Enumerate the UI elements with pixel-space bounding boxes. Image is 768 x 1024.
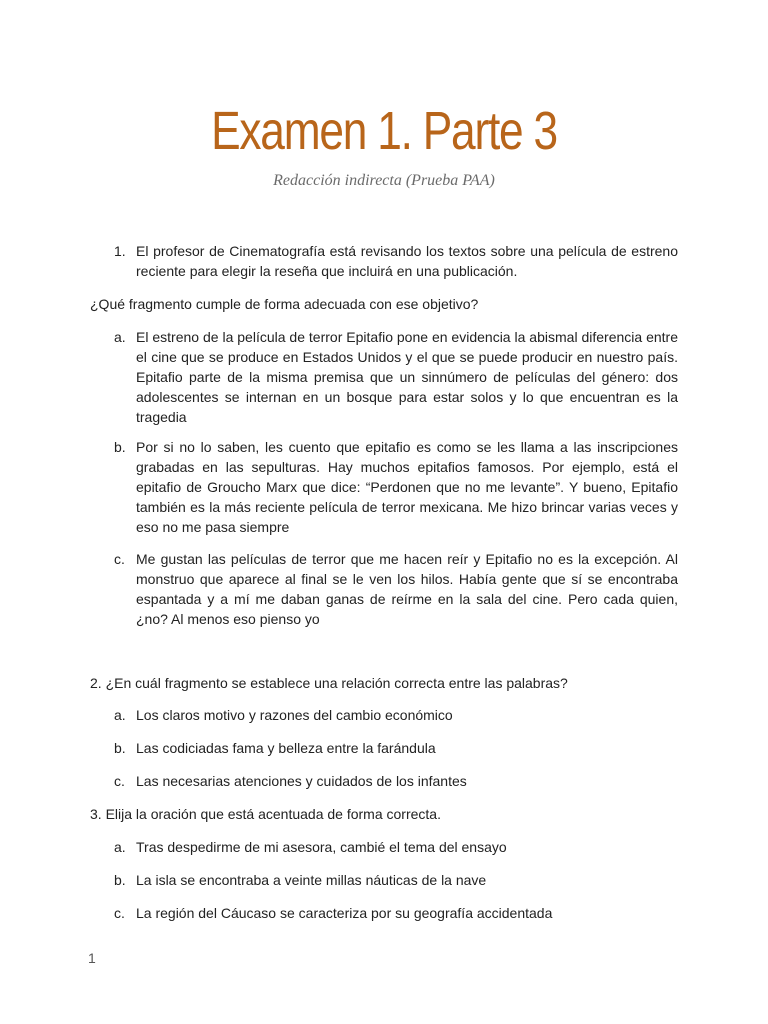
option-text: Las necesarias atenciones y cuidados de los infantes [136,773,467,789]
option-text: Los claros motivo y razones del cambio económico [136,707,453,723]
option-text: La isla se encontraba a veinte millas náuticas de la nave [136,872,487,888]
option-text: La región del Cáucaso se caracteriza por su geografía accidentada [136,905,553,921]
option-text: El estreno de la película de terror Epitafio pone en evidencia la abismal diferencia entre el cine que se produce en Estados Unidos y el que se puede producir en nuestro país. Epitafio parte de la misma premisa que un sinnúmero de películas del género: dos adolescentes se internan en un bosque para estar solos y lo que encuentran es la tragedia [136,329,678,425]
option-text: Me gustan las películas de terror que me hacen reír y Epitafio no es la excepción. Al monstruo que aparece al final se le ven los hilos. Había gente que sí se encontraba espantada y a mí me daban ganas de reírme en la sala del cine. Pero cada quien, ¿no? Al menos eso pienso yo [136,551,678,627]
option-letter: b. [114,872,126,888]
option-letter: a. [114,839,126,855]
option-letter: a. [114,329,126,345]
option-letter: b. [114,439,126,455]
option-text: Tras despedirme de mi asesora, cambié el tema del ensayo [136,839,507,855]
page-title: Examen 1. Parte 3 [211,101,557,161]
question-1-prompt: ¿Qué fragmento cumple de forma adecuada con ese objetivo? [90,296,479,312]
option-letter: c. [114,551,125,567]
option-letter: a. [114,707,126,723]
question-3-prompt: 3. Elija la oración que está acentuada de forma correcta. [90,806,441,822]
question-1-number: 1. [114,243,126,259]
option-text: Por si no lo saben, les cuento que epitafio es como se les llama a las inscripciones grabadas en las sepulturas. Hay muchos epitafios famosos. Por ejemplo, está el epitafio de Groucho Marx que dice: “Perdonen que no me levante”. Y bueno, Epitafio también es la más reciente película de terror mexicana. Me hizo brincar varias veces y eso no me pasa siempre [136,439,678,535]
option-letter: c. [114,905,125,921]
option-letter: c. [114,773,125,789]
option-letter: b. [114,740,126,756]
option-text: Las codiciadas fama y belleza entre la farándula [136,740,436,756]
page-subtitle: Redacción indirecta (Prueba PAA) [273,172,495,189]
question-1-text: El profesor de Cinematografía está revisando los textos sobre una película de estreno reciente para elegir la reseña que incluirá en una publicación. [136,243,678,279]
page-number: 1 [88,950,96,966]
question-2-prompt: 2. ¿En cuál fragmento se establece una relación correcta entre las palabras? [90,675,568,691]
